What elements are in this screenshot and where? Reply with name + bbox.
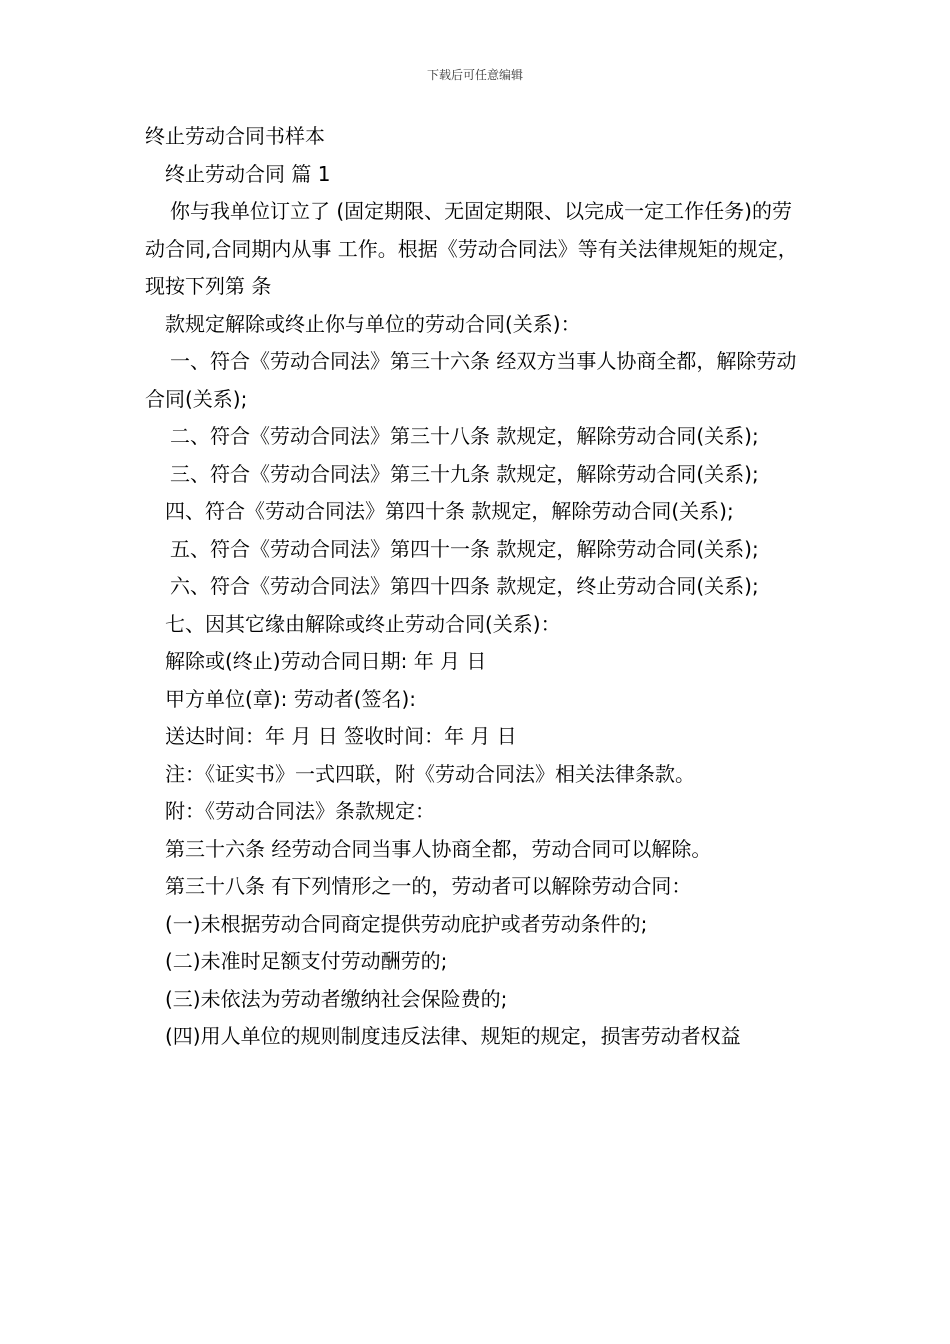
list-item: (一)未根据劳动合同商定提供劳动庇护或者劳动条件的; (165, 911, 648, 936)
paragraph: 七、因其它缘由解除或终止劳动合同(关系)： (165, 611, 561, 636)
paragraph: 五、符合《劳动合同法》第四十一条 款规定，解除劳动合同(关系); (170, 536, 759, 561)
list-item: (四)用人单位的规则制度违反法律、规矩的规定，损害劳动者权益 (165, 1024, 741, 1048)
paragraph: 第三十六条 经劳动合同当事人协商全都，劳动合同可以解除。 (165, 836, 712, 861)
paragraph: 第三十八条 有下列情形之一的，劳动者可以解除劳动合同： (165, 874, 692, 898)
section-heading: 终止劳动合同 篇 1 (165, 161, 331, 186)
document-body (145, 118, 810, 1056)
paragraph: 送达时间：年 月 日 签收时间：年 月 日 (165, 724, 517, 748)
paragraph: 一、符合《劳动合同法》第三十六条 经双方当事人协商全都，解除劳动合同(关系); (145, 349, 797, 411)
list-item: (三)未依法为劳动者缴纳社会保险费的; (165, 986, 508, 1011)
list-item: (二)未准时足额支付劳动酬劳的; (165, 949, 448, 973)
paragraph: 注：《证实书》一式四联，附《劳动合同法》相关法律条款。 (165, 761, 695, 786)
paragraph: 你与我单位订立了 (固定期限、无固定期限、以完成一定工作任务)的劳动合同,合同期内从事 工作。根据《劳动合同法》等有关法律规矩的规定，现按下列第 条 (145, 199, 798, 298)
page-header: 下载后可任意编辑 (426, 68, 523, 82)
paragraph: 六、符合《劳动合同法》第四十四条 款规定，终止劳动合同(关系); (170, 574, 759, 598)
paragraph: 三、符合《劳动合同法》第三十九条 款规定，解除劳动合同(关系); (170, 461, 759, 486)
paragraph: 附：《劳动合同法》条款规定： (165, 799, 435, 823)
paragraph: 甲方单位(章): 劳动者(签名): (165, 686, 417, 711)
document-title: 终止劳动合同书样本 (145, 124, 325, 148)
paragraph: 款规定解除或终止你与单位的劳动合同(关系)： (165, 311, 581, 336)
paragraph: 四、符合《劳动合同法》第四十条 款规定，解除劳动合同(关系); (165, 499, 734, 523)
paragraph: 二、符合《劳动合同法》第三十八条 款规定，解除劳动合同(关系); (170, 424, 759, 448)
paragraph: 解除或(终止)劳动合同日期: 年 月 日 (165, 649, 487, 673)
